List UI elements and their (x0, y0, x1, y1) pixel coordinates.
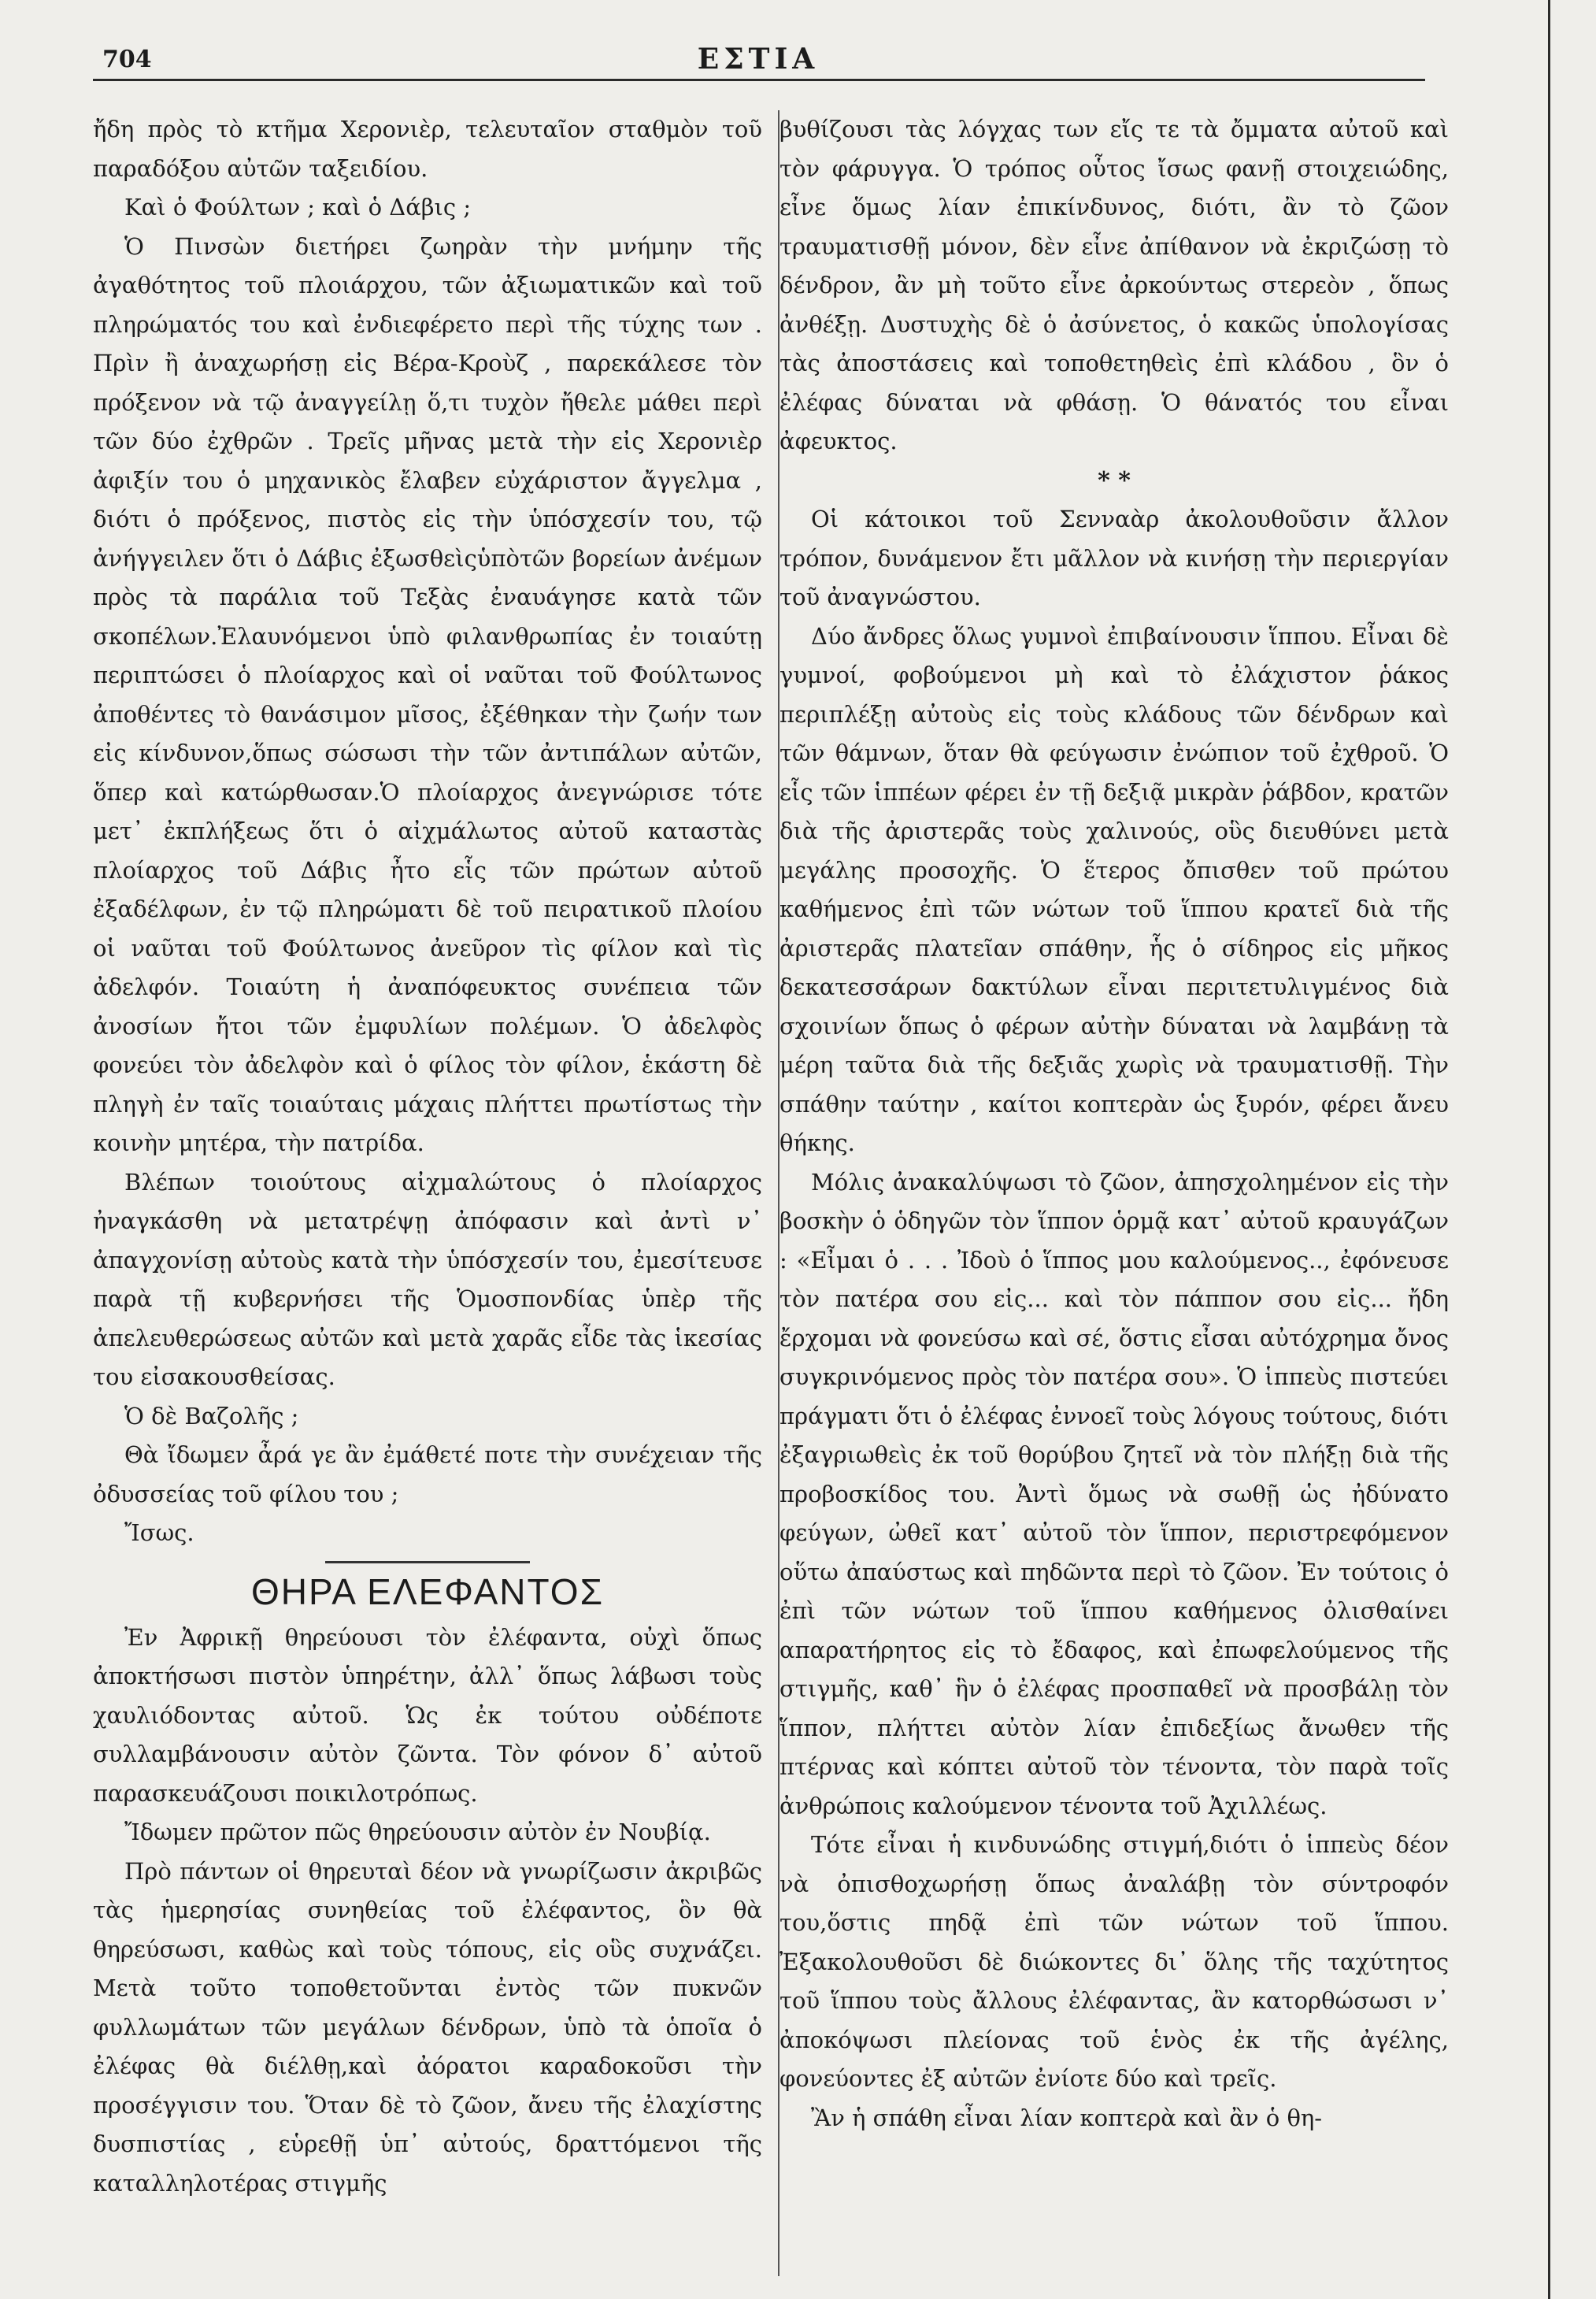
section-separator (325, 1561, 530, 1563)
paragraph: Θὰ ἴδωμεν ἆρά γε ἂν ἐμάθετέ ποτε τὴν συνέχειαν τῆς ὀδυσσείας τοῦ φίλου του ; (93, 1441, 762, 1507)
paragraph: Ἂν ἡ σπάθη εἶναι λίαν κοπτερὰ καὶ ἂν ὁ θη- (811, 2104, 1323, 2131)
running-title: ΕΣΤΙΑ (697, 43, 820, 76)
paragraph: Καὶ ὁ Φούλτων ; καὶ ὁ Δάβις ; (124, 194, 472, 221)
paragraph: ἤδη πρὸς τὸ κτῆμα Χερονιὲρ, τελευταῖον σταθμὸν τοῦ παραδόξου αὐτῶν ταξειδίου. (93, 116, 762, 182)
paragraph: Βλέπων τοιούτους αἰχμαλώτους ὁ πλοίαρχος ἠναγκάσθη νὰ μετατρέψῃ ἀπόφασιν καὶ ἀντὶ ν᾽ ἀπαγχονίσῃ αὐτοὺς κατὰ τὴν ὑπόσχεσίν του, ἐμεσίτευσε παρὰ τῇ κυβερνήσει τῆς Ὁμοσπονδίας ὑπὲρ τῆς ἀπελευθερώσεως αὐτῶν καὶ μετὰ χαρᾶς εἶδε τὰς ἱκεσίας του εἰσακουσθείσας. (93, 1168, 762, 1390)
paragraph: Δύο ἄνδρες ὅλως γυμνοὶ ἐπιβαίνουσιν ἵππου. Εἶναι δὲ γυμνοί, φοβούμενοι μὴ καὶ τὸ ἐλάχιστον ῥάκος περιπλέξῃ αὐτοὺς εἰς τοὺς κλάδους τῶν δένδρων καὶ τῶν θάμνων, ὅταν θὰ φεύγωσιν ἐνώπιον τοῦ ἐχθροῦ. Ὁ εἷς τῶν ἱππέων φέρει ἐν τῇ δεξιᾷ μικρὰν ῥάβδον, κρατῶν διὰ τῆς ἀριστερᾶς τοὺς χαλινούς, οὓς διευθύνει μετὰ μεγάλης προσοχῆς. Ὁ ἕτερος ὄπισθεν τοῦ πρώτου καθήμενος ἐπὶ τῶν νώτων τοῦ ἵππου κρατεῖ διὰ τῆς ἀριστερᾶς πλατεῖαν σπάθην, ἧς ὁ σίδηρος εἰς μῆκος δεκατεσσάρων δακτύλων εἶναι περιτετυλιγμένος διὰ σχοινίων ὅπως ὁ φέρων αὐτὴν δύναται νὰ λαμβάνῃ τὰ μέρη ταῦτα διὰ τῆς δεξιᾶς χωρὶς νὰ τραυματισθῇ. Τὴν σπάθην ταύτην , καίτοι κοπτερὰν ὡς ξυρόν, φέρει ἄνευ θήκης. (779, 622, 1449, 1156)
section-title: ΘΗΡΑ ΕΛΕΦΑΝΤΟΣ (250, 1570, 605, 1612)
paragraph: Ὁ Πινσὼν διετήρει ζωηρὰν τὴν μνήμην τῆς ἀγαθότητος τοῦ πλοιάρχου, τῶν ἀξιωματικῶν καὶ τοῦ πληρώματός του καὶ ἐνδιεφέρετο περὶ τῆς τύχης των . Πρὶν ἢ ἀναχωρήσῃ εἰς Βέρα-Κροὺζ , παρεκάλεσε τὸν πρόξενον νὰ τῷ ἀναγγείλῃ ὅ,τι τυχὸν ἤθελε μάθει περὶ τῶν δύο ἐχθρῶν . Τρεῖς μῆνας μετὰ τὴν εἰς Χερονιὲρ ἀφιξίν του ὁ μηχανικὸς ἔλαβεν εὐχάριστον ἄγγελμα , διότι ὁ πρόξενος, πιστὸς εἰς τὴν ὑπόσχεσίν του, τῷ ἀνήγγειλεν ὅτι ὁ Δάβις ἐξωσθεὶςὑπὸτῶν βορείων ἀνέμων πρὸς τὰ παράλια τοῦ Τεξὰς ἐναυάγησε κατὰ τῶν σκοπέλων.Ἐλαυνόμενοι ὑπὸ φιλανθρωπίας ἐν τοιαύτῃ περιπτώσει ὁ πλοίαρχος καὶ οἱ ναῦται τοῦ Φούλτωνος ἀποθέντες τὸ θανάσιμον μῖσος, ἐξέθηκαν τὴν ζωήν των εἰς κίνδυνον,ὅπως σώσωσι τὴν τῶν ἀντιπάλων αὐτῶν, ὅπερ καὶ κατώρθωσαν.Ὁ πλοίαρχος ἀνεγνώρισε τότε μετ᾽ ἐκπλήξεως ὅτι ὁ αἰχμάλωτος αὐτοῦ καταστὰς πλοίαρχος τοῦ Δάβις ἦτο εἷς τῶν πρώτων αὐτοῦ ἐξαδέλφων, ἐν τῷ πληρώματι δὲ τοῦ πειρατικοῦ πλοίου οἱ ναῦται τοῦ Φούλτωνος ἀνεῦρον τὶς φίλον καὶ τὶς ἀδελφόν. Τοιαύτη ἡ ἀναπόφευκτος συνέπεια τῶν ἀνοσίων ἤτοι τῶν ἐμφυλίων πολέμων. Ὁ ἀδελφὸς φονεύει τὸν ἀδελφὸν καὶ ὁ φίλος τὸν φίλον, ἑκάστη δὲ πληγὴ ἐν ταῖς τοιαύταις μάχαις πλήττει πρωτίστως τὴν κοινὴν μητέρα, τὴν πατρίδα. (93, 232, 762, 1156)
paragraph: Ἐν Ἀφρικῇ θηρεύουσι τὸν ἐλέφαντα, οὐχὶ ὅπως ἀποκτήσωσι πιστὸν ὑπηρέτην, ἀλλ᾽ ὅπως λάβωσι τοὺς χαυλιόδοντας αὐτοῦ. Ὡς ἐκ τούτου οὐδέποτε συλλαμβάνουσιν αὐτὸν ζῶντα. Τὸν φόνον δ᾽ αὐτοῦ παρασκευάζουσι ποικιλοτρόπως. (93, 1623, 762, 1807)
paragraph: Ἴσως. (124, 1519, 194, 1546)
right-column (779, 110, 1449, 2138)
paragraph: Οἱ κάτοικοι τοῦ Σενναὰρ ἀκολουθοῦσιν ἄλλον τρόπον, δυνάμενον ἔτι μᾶλλον νὰ κινήσῃ τὴν περιεργίαν τοῦ ἀναγνώστου. (779, 506, 1449, 610)
paragraph: Πρὸ πάντων οἱ θηρευταὶ δέον νὰ γνωρίζωσιν ἀκριβῶς τὰς ἡμερησίας συνηθείας τοῦ ἐλέφαντος, ὃν θὰ θηρεύσωσι, καθὼς καὶ τοὺς τόπους, εἰς οὓς συχνάζει. Μετὰ τοῦτο τοποθετοῦνται ἐντὸς τῶν πυκνῶν φυλλωμάτων τῶν μεγάλων δένδρων, ὑπὸ τὰ ὁποῖα ὁ ἐλέφας θὰ διέλθῃ,καὶ ἀόρατοι καραδοκοῦσι τὴν προσέγγισιν του. Ὅταν δὲ τὸ ζῶον, ἄνευ τῆς ἐλαχίστης δυσπιστίας , εὑρεθῇ ὑπ᾽ αὐτούς, δραττόμενοι τῆς καταλληλοτέρας στιγμῆς (93, 1857, 762, 2197)
paragraph: Ἴδωμεν πρῶτον πῶς θηρεύουσιν αὐτὸν ἐν Νουβίᾳ. (124, 1819, 711, 1845)
page-header (93, 41, 1424, 80)
page-edge-line (1548, 0, 1550, 2299)
paragraph: Τότε εἶναι ἡ κινδυνώδης στιγμή,διότι ὁ ἱππεὺς δέον νὰ ὀπισθοχωρήσῃ ὅπως ἀναλάβῃ τὸν σύντροφόν του,ὅστις πηδᾷ ἐπὶ τῶν νώτων τοῦ ἵππου. Ἐξακολουθοῦσι δὲ διώκοντες δι᾽ ὅλης τῆς ταχύτητος τοῦ ἵππου τοὺς ἄλλους ἐλέφαντας, ἂν κατορθώσωσι ν᾽ ἀποκόψωσι πλείονας τοῦ ἑνὸς ἐκ τῆς ἀγέλης, φονεύοντες ἐξ αὐτῶν ἐνίοτε δύο καὶ τρεῖς. (779, 1831, 1449, 2092)
paragraph: βυθίζουσι τὰς λόγχας των εἴς τε τὰ ὄμματα αὐτοῦ καὶ τὸν φάρυγγα. Ὁ τρόπος οὗτος ἴσως φανῇ στοιχειώδης, εἶνε ὅμως λίαν ἐπικίνδυνος, διότι, ἂν τὸ ζῶον τραυματισθῇ μόνον, δὲν εἶνε ἀπίθανον νὰ ἐκριζώσῃ τὸ δένδρον, ἂν μὴ τοῦτο εἶνε ἀρκούντως στερεὸν , ὅπως ἀνθέξῃ. Δυστυχὴς δὲ ὁ ἀσύνετος, ὁ κακῶς ὑπολογίσας τὰς ἀποστάσεις καὶ τοποθετηθεὶς ἐπὶ κλάδου , ὃν ὁ ἐλέφας δύναται νὰ φθάσῃ. Ὁ θάνατός του εἶναι ἀφευκτος. (779, 116, 1449, 454)
page-number: 704 (102, 46, 152, 73)
header-rule (93, 79, 1425, 81)
asterism: * * (1098, 466, 1131, 495)
paragraph: Ὁ δὲ Βαζολῆς ; (124, 1402, 299, 1429)
paragraph: Μόλις ἀνακαλύψωσι τὸ ζῶον, ἀπησχολημένον εἰς τὴν βοσκὴν ὁ ὁδηγῶν τὸν ἵππον ὁρμᾷ κατ᾽ αὐτοῦ κραυγάζων : «Εἶμαι ὁ . . . Ἰδοὺ ὁ ἵππος μου καλούμενος.., ἐφόνευσε τὸν πατέρα σου εἰς... καὶ τὸν πάππον σου εἰς... ἤδη ἔρχομαι νὰ φονεύσω καὶ σέ, ὅστις εἶσαι αὐτόχρημα ὄνος συγκρινόμενος πρὸς τὸν πατέρα σου». Ὁ ἱππεὺς πιστεύει πράγματι ὅτι ὁ ἐλέφας ἐννοεῖ τοὺς λόγους τούτους, διότι ἐξαγριωθεὶς ἐκ τοῦ θορύβου ζητεῖ νὰ τὸν πλήξῃ διὰ τῆς προβοσκίδος του. Ἀντὶ ὅμως νὰ σωθῇ ὡς ἠδύνατο φεύγων, ὠθεῖ κατ᾽ αὐτοῦ τὸν ἵππον, περιστρεφόμενον οὕτω ἀπαύστως καὶ πηδῶντα περὶ τὸ ζῶον. Ἐν τούτοις ὁ ἐπὶ τῶν νώτων τοῦ ἵππου καθήμενος ὀλισθαίνει απαρατήρητος εἰς τὸ ἔδαφος, καὶ ἐπωφελούμενος τῆς στιγμῆς, καθ᾽ ἣν ὁ ἐλέφας προσπαθεῖ νὰ προσβάλῃ τὸν ἵππον, πλήττει αὐτὸν λίαν ἐπιδεξίως ἄνωθεν τῆς πτέρνας καὶ κόπτει αὐτοῦ τὸν τένοντα, τὸν παρὰ τοῖς ἀνθρώποις καλούμενον τένοντα τοῦ Ἀχιλλέως. (779, 1168, 1449, 1819)
left-column (93, 110, 762, 2203)
